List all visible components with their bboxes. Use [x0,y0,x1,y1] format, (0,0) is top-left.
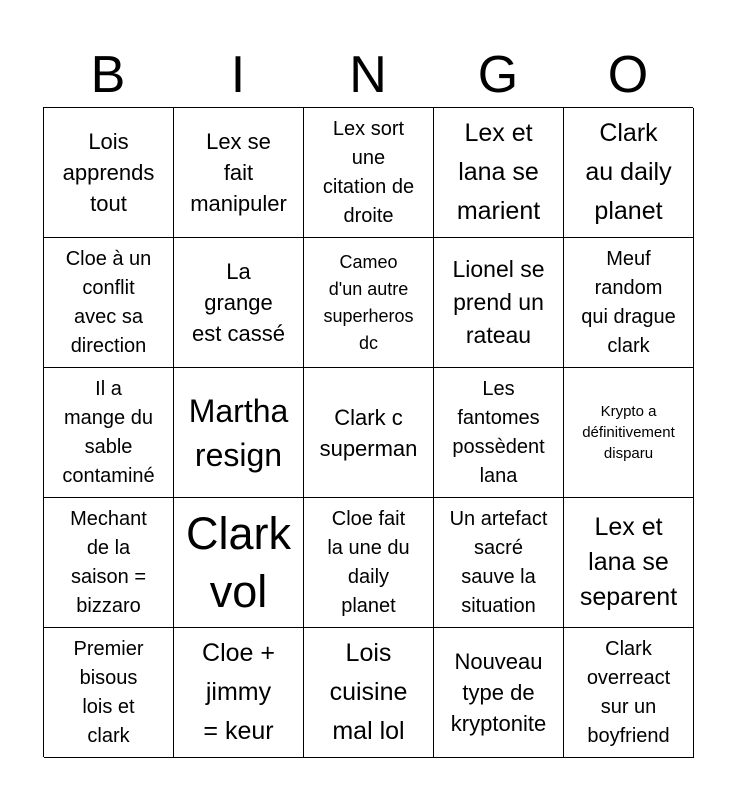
cell-text: Lex et lana se marient [456,119,541,225]
header-letter-b: B [90,46,126,104]
bingo-cell[interactable] [44,238,174,368]
bingo-cell[interactable] [44,108,174,238]
bingo-cell[interactable] [174,108,304,238]
bingo-cell[interactable] [434,238,564,368]
bingo-cell[interactable] [564,368,694,498]
bingo-cell[interactable] [304,238,434,368]
bingo-cell[interactable] [564,238,694,368]
cell-text: Nouveau type de kryptonite [450,649,547,736]
cell-text: Cloe + jimmy = keur [202,639,275,745]
bingo-grid [43,107,693,757]
bingo-cell[interactable] [44,628,174,758]
cell-text: Lex et lana se separent [579,513,678,611]
bingo-cell[interactable] [304,628,434,758]
bingo-cell[interactable] [44,368,174,498]
bingo-header [43,42,693,108]
bingo-cell[interactable] [304,108,434,238]
cell-text: La grange est cassé [192,259,285,346]
bingo-cell[interactable] [174,628,304,758]
bingo-cell[interactable] [564,628,694,758]
cell-text: Krypto a définitivement disparu [582,403,675,462]
bingo-cell[interactable] [434,498,564,628]
bingo-cell[interactable] [434,368,564,498]
cell-text: Lionel se prend un rateau [452,256,545,348]
bingo-cell[interactable] [304,498,434,628]
cell-text: Clark c superman [319,404,418,461]
cell-text: Meuf random qui drague clark [581,247,676,357]
cell-text: Cloe fait la une du daily planet [327,507,410,617]
cell-text: Martha resign [188,392,289,473]
header-letter-n: N [349,46,387,104]
cell-text: Mechant de la saison = bizzaro [70,507,147,617]
bingo-cell[interactable] [174,238,304,368]
header-letter-o: O [607,46,649,104]
bingo-cell[interactable] [434,628,564,758]
cell-text: Lex se fait manipuler [190,129,287,216]
bingo-cell[interactable] [434,108,564,238]
cell-text: Cameo d'un autre superheros dc [323,251,414,353]
bingo-cell[interactable] [174,368,304,498]
cell-text: Premier bisous lois et clark [73,637,144,747]
cell-text: Cloe à un conflit avec sa direction [65,247,152,357]
cell-text: Clark au daily planet [585,119,672,225]
cell-text: Un artefact sacré sauve la situation [449,507,548,617]
header-letter-i: I [230,46,246,104]
cell-text: Les fantomes possèdent lana [452,377,545,487]
bingo-cell[interactable] [44,498,174,628]
cell-text: Clark overreact sur un boyfriend [586,637,671,747]
cell-text: Lois cuisine mal lol [329,639,408,745]
cell-text: Clark vol [185,507,291,617]
bingo-cell[interactable] [174,498,304,628]
cell-text: Lex sort une citation de droite [322,117,415,227]
cell-text: Il a mange du sable contaminé [62,377,155,487]
bingo-cell[interactable] [564,498,694,628]
bingo-cell[interactable] [564,108,694,238]
cell-text: Lois apprends tout [62,129,155,216]
bingo-cell[interactable] [304,368,434,498]
header-letter-g: G [477,46,519,104]
